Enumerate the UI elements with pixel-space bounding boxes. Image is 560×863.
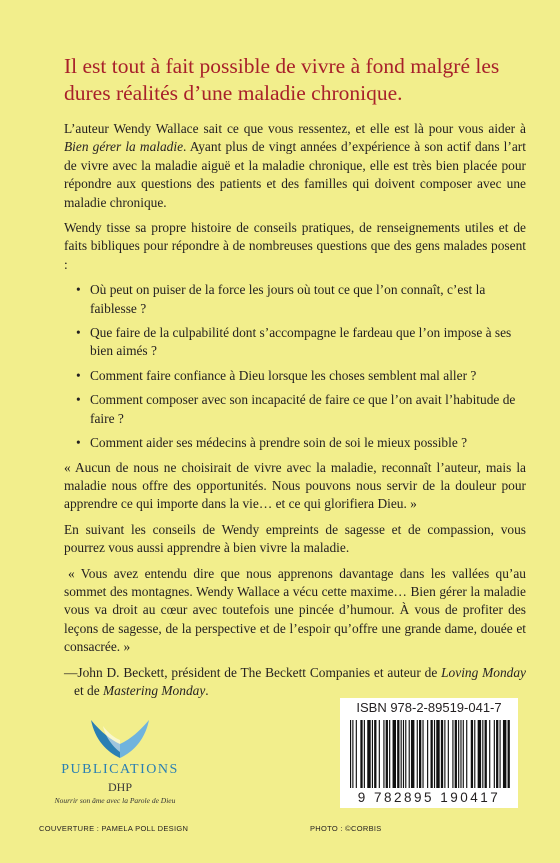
attribution-text: —John D. Beckett, président de The Beckett Companies et auteur de bbox=[64, 664, 442, 680]
isbn-barcode-box bbox=[340, 698, 518, 808]
attribution-book-1: Loving Monday bbox=[441, 664, 526, 680]
book-title: Bien gérer la maladie bbox=[64, 139, 184, 155]
endorsement-attribution bbox=[64, 664, 526, 701]
question-item bbox=[64, 367, 526, 385]
bullet-icon: • bbox=[76, 367, 81, 383]
question-intro-paragraph: Wendy tisse sa propre histoire de conseils pratiques, de renseignements utiles et de faits bibliques pour répondre à de nombreuses questions que des gens malades posent : bbox=[64, 220, 526, 272]
isbn-label: ISBN 978-2-89519-041-7 bbox=[356, 700, 502, 715]
back-cover-headline: Il est tout à fait possible de vivre à fond malgré les dures réalités d’une maladie chronique. bbox=[64, 54, 500, 105]
bullet-icon: • bbox=[76, 282, 81, 298]
bullet-icon: • bbox=[76, 392, 81, 408]
feather-wings-icon bbox=[85, 712, 155, 760]
attribution-end: . bbox=[205, 682, 209, 698]
question-item bbox=[64, 434, 526, 452]
publisher-logo bbox=[55, 712, 185, 805]
question-item bbox=[64, 324, 526, 361]
intro-paragraph bbox=[64, 120, 526, 212]
attribution-book-2: Mastering Monday bbox=[103, 682, 206, 698]
publisher-tagline: Nourrir son âme avec la Parole de Dieu bbox=[54, 796, 176, 805]
intro-text-after: . Ayant plus de vingt années d’expérience à son actif dans l’art de vivre avec la maladie aiguë et la maladie chronique, elle est très bien placée pour répondre aux questions des patients et des familles qui doivent composer avec une maladie chronique. bbox=[64, 139, 526, 210]
barcode-icon bbox=[346, 720, 512, 790]
question-list bbox=[64, 281, 526, 452]
question-text: Comment composer avec son incapacité de faire ce que l’on avait l’habitude de faire ? bbox=[90, 392, 516, 426]
question-text: Comment aider ses médecins à prendre soin de soi le mieux possible ? bbox=[90, 435, 468, 451]
bullet-icon: • bbox=[76, 435, 81, 451]
closing-paragraph: En suivant les conseils de Wendy empreints de sagesse et de compassion, vous pourrez vous aussi apprendre à bien vivre la maladie. bbox=[64, 521, 526, 556]
cover-design-credit: COUVERTURE : PAMELA POLL DESIGN bbox=[39, 824, 189, 833]
publisher-imprint: DHP bbox=[107, 780, 132, 794]
question-item bbox=[64, 281, 526, 318]
question-item bbox=[64, 391, 526, 428]
bullet-icon: • bbox=[76, 325, 81, 341]
question-text: Où peut on puiser de la force les jours où tout ce que l’on connaît, c’est la faiblesse ? bbox=[90, 282, 486, 316]
attribution-connector: et de bbox=[74, 682, 103, 698]
intro-text-before: L’auteur Wendy Wallace sait ce que vous ressentez, et elle est là pour vous aider à bbox=[64, 121, 526, 136]
photo-credit: PHOTO : ©CORBIS bbox=[310, 824, 382, 833]
question-text: Que faire de la culpabilité dont s’accompagne le fardeau que l’on impose à ses bien aimés ? bbox=[90, 325, 512, 359]
isbn-digits: 9 782895 190417 bbox=[357, 790, 501, 805]
question-text: Comment faire confiance à Dieu lorsque les choses semblent mal aller ? bbox=[90, 367, 477, 383]
publisher-name: PUBLICATIONS bbox=[61, 762, 179, 777]
blurb-body bbox=[64, 120, 526, 707]
author-quote: « Aucun de nous ne choisirait de vivre avec la maladie, reconnaît l’auteur, mais la maladie nous offre des opportunités. Nous pouvons nous servir de la douleur pour apprendre ce qui importe dans la vie… et ce qui glorifiera Dieu. » bbox=[64, 459, 526, 512]
endorsement-quote: « Vous avez entendu dire que nous apprenons davantage dans les vallées qu’au sommet des montagnes. Wendy Wallace a vécu cette maxime… Bien gérer la maladie vous va droit au cœur avec toutefois une pincée d’humour. À vous de profiter des leçons de sagesse, de la perspective et de l’espoir qu’offre une grande dame, douée et consacrée. » bbox=[64, 565, 526, 655]
